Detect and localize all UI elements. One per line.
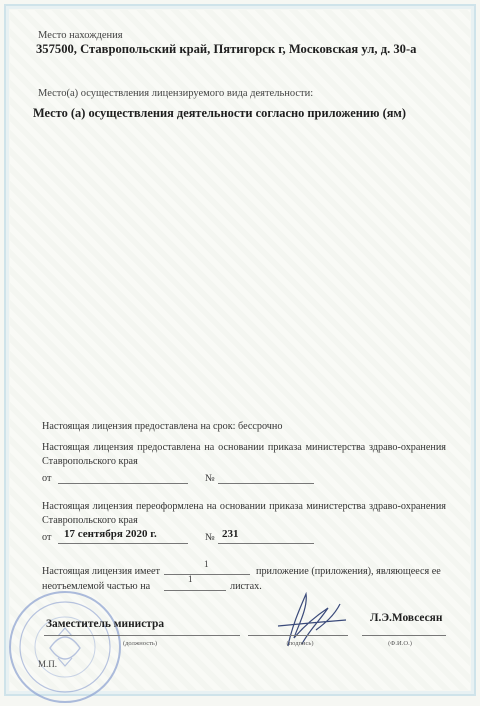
appendix-count-1: 1 [204, 559, 209, 569]
appendix-text-3: неотъемлемой частью на [42, 581, 151, 592]
signature-line [248, 635, 348, 636]
appendix-line-2 [164, 590, 226, 591]
activity-places-value: Место (а) осуществления деятельности согласно приложению (ям) [33, 106, 406, 120]
basis-number-label: № [205, 473, 215, 484]
basis-text: Настоящая лицензия предоставлена на основании приказа министерства здраво-охранения Ставропольского края [42, 442, 446, 467]
reissue-number: 231 [222, 528, 239, 540]
position-caption: (должность) [122, 640, 158, 647]
position-line [44, 635, 240, 636]
appendix-line-1 [164, 574, 250, 575]
basis-from-label: от [42, 473, 52, 484]
reissue-date: 17 сентября 2020 г. [64, 528, 157, 540]
signer-name: Л.Э.Мовсесян [370, 612, 443, 624]
appendix-count-2: 1 [188, 574, 193, 584]
appendix-text-4: листах. [230, 581, 262, 592]
reissue-text: Настоящая лицензия переоформлена на основании приказа министерства здраво-охранения Ставропольского края [42, 501, 446, 526]
signer-position: Заместитель министра [46, 618, 165, 630]
appendix-text-2: приложение (приложения), являющееся ее [256, 566, 441, 577]
location-label: Место нахождения [38, 30, 123, 41]
mp-label: М.П. [38, 659, 58, 669]
name-line [362, 635, 446, 636]
activity-places-label: Место(а) осуществления лицензируемого вида деятельности: [38, 88, 314, 99]
name-caption: (Ф.И.О.) [388, 640, 412, 647]
official-seal [6, 588, 124, 706]
term-text: Настоящая лицензия предоставлена на срок: бессрочно [42, 421, 283, 432]
appendix-text-1: Настоящая лицензия имеет [42, 566, 160, 577]
location-address: 357500, Ставропольский край, Пятигорск г, Московская ул, д. 30-а [36, 42, 417, 56]
basis-date-line [58, 483, 188, 484]
reissue-number-line [218, 543, 314, 544]
reissue-from-label: от [42, 532, 52, 543]
basis-number-line [218, 483, 314, 484]
reissue-date-line [58, 543, 188, 544]
signature-caption: (подпись) [286, 640, 314, 647]
reissue-number-label: № [205, 532, 215, 543]
